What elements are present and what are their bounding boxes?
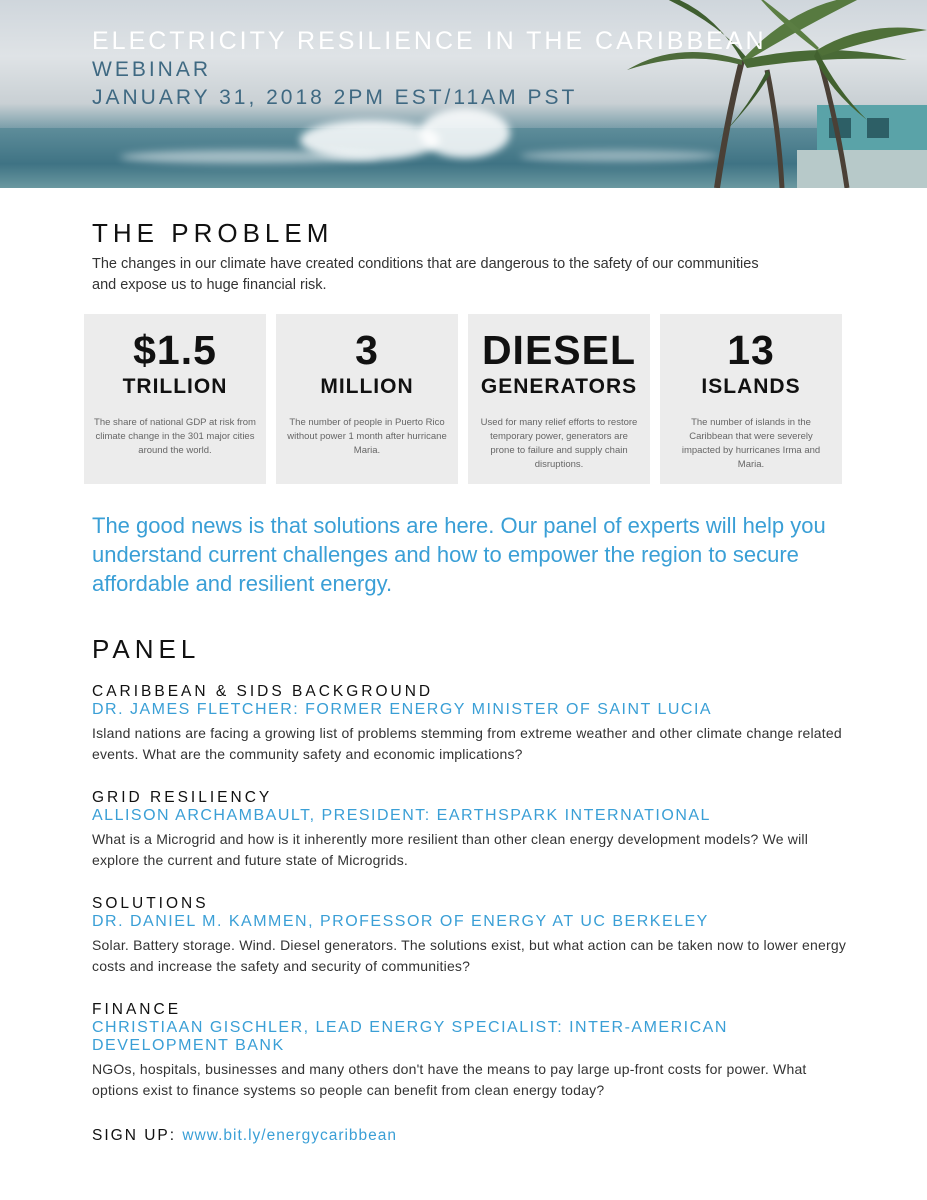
panel-item <box>92 1000 852 1101</box>
stat-card <box>84 314 266 484</box>
stat-card <box>468 314 650 484</box>
panelist-name: CHRISTIAAN GISCHLER, LEAD ENERGY SPECIALIST: INTER-AMERICAN DEVELOPMENT BANK <box>92 1019 728 1054</box>
panel-item <box>92 894 852 977</box>
problem-intro: The changes in our climate have created conditions that are dangerous to the safety of our communities and expose us to huge financial risk. <box>92 256 759 293</box>
stat-description: The share of national GDP at risk from climate change in the 301 major cities around the world. <box>94 417 256 456</box>
stat-description: The number of people in Puerto Rico without power 1 month after hurricane Maria. <box>287 417 447 456</box>
stat-unit: TRILLION <box>122 375 228 398</box>
event-title: ELECTRICITY RESILIENCE IN THE CARIBBEAN <box>92 27 767 55</box>
wave-splash <box>120 150 380 164</box>
panel-item <box>92 788 852 871</box>
wave-splash <box>420 108 510 158</box>
panel-description: Solar. Battery storage. Wind. Diesel generators. The solutions exist, but what action can be taken now to lower energy costs and increase the safety and security of communities? <box>92 937 847 974</box>
event-date: JANUARY 31, 2018 2PM EST/11AM PST <box>92 86 578 109</box>
header-banner <box>0 0 927 188</box>
stat-card <box>276 314 458 484</box>
banner-text <box>92 26 767 112</box>
stat-value: 3 <box>355 327 379 373</box>
stat-unit: ISLANDS <box>701 375 801 398</box>
panel-category: GRID RESILIENCY <box>92 789 273 806</box>
panel-category: CARIBBEAN & SIDS BACKGROUND <box>92 683 434 700</box>
signup-line <box>92 1127 397 1145</box>
stat-unit: MILLION <box>320 375 414 398</box>
panel-description: What is a Microgrid and how is it inherently more resilient than other clean energy development models? We will explore the current and future state of Microgrids. <box>92 831 809 868</box>
stat-value: 13 <box>727 327 775 373</box>
panel-category: SOLUTIONS <box>92 895 209 912</box>
event-type: WEBINAR <box>92 58 212 81</box>
panelist-name: DR. DANIEL M. KAMMEN, PROFESSOR OF ENERGY AT UC BERKELEY <box>92 913 709 930</box>
stat-description: The number of islands in the Caribbean that were severely impacted by hurricanes Irma and Maria. <box>681 417 821 470</box>
panelist-name: ALLISON ARCHAMBAULT, PRESIDENT: EARTHSPARK INTERNATIONAL <box>92 807 711 824</box>
stats-row <box>84 314 842 484</box>
panel-item <box>92 682 852 765</box>
stat-value: $1.5 <box>133 327 217 373</box>
stat-card <box>660 314 842 484</box>
problem-heading: THE PROBLEM <box>92 218 334 248</box>
stat-unit: GENERATORS <box>480 375 638 398</box>
panel-description: Island nations are facing a growing list of problems stemming from extreme weather and other climate change related events. What are the community safety and economic implications? <box>92 725 842 762</box>
panel-heading: PANEL <box>92 634 201 664</box>
stat-description: Used for many relief efforts to restore temporary power, generators are prone to failure and supply chain disruptions. <box>480 417 638 470</box>
panel-description: NGOs, hospitals, businesses and many others don't have the means to pay large up-front costs for power. What options exist to finance systems so people can benefit from clean energy today? <box>92 1061 807 1098</box>
panelist-name: DR. JAMES FLETCHER: FORMER ENERGY MINISTER OF SAINT LUCIA <box>92 701 713 718</box>
panel-category: FINANCE <box>92 1001 182 1018</box>
signup-label: SIGN UP: <box>92 1127 177 1144</box>
signup-link[interactable]: www.bit.ly/energycaribbean <box>182 1127 398 1144</box>
good-news-statement: The good news is that solutions are here. Our panel of experts will help you understand current challenges and how to empower the region to secure affordable and resilient energy. <box>92 513 826 596</box>
stat-value: DIESEL <box>481 327 637 373</box>
